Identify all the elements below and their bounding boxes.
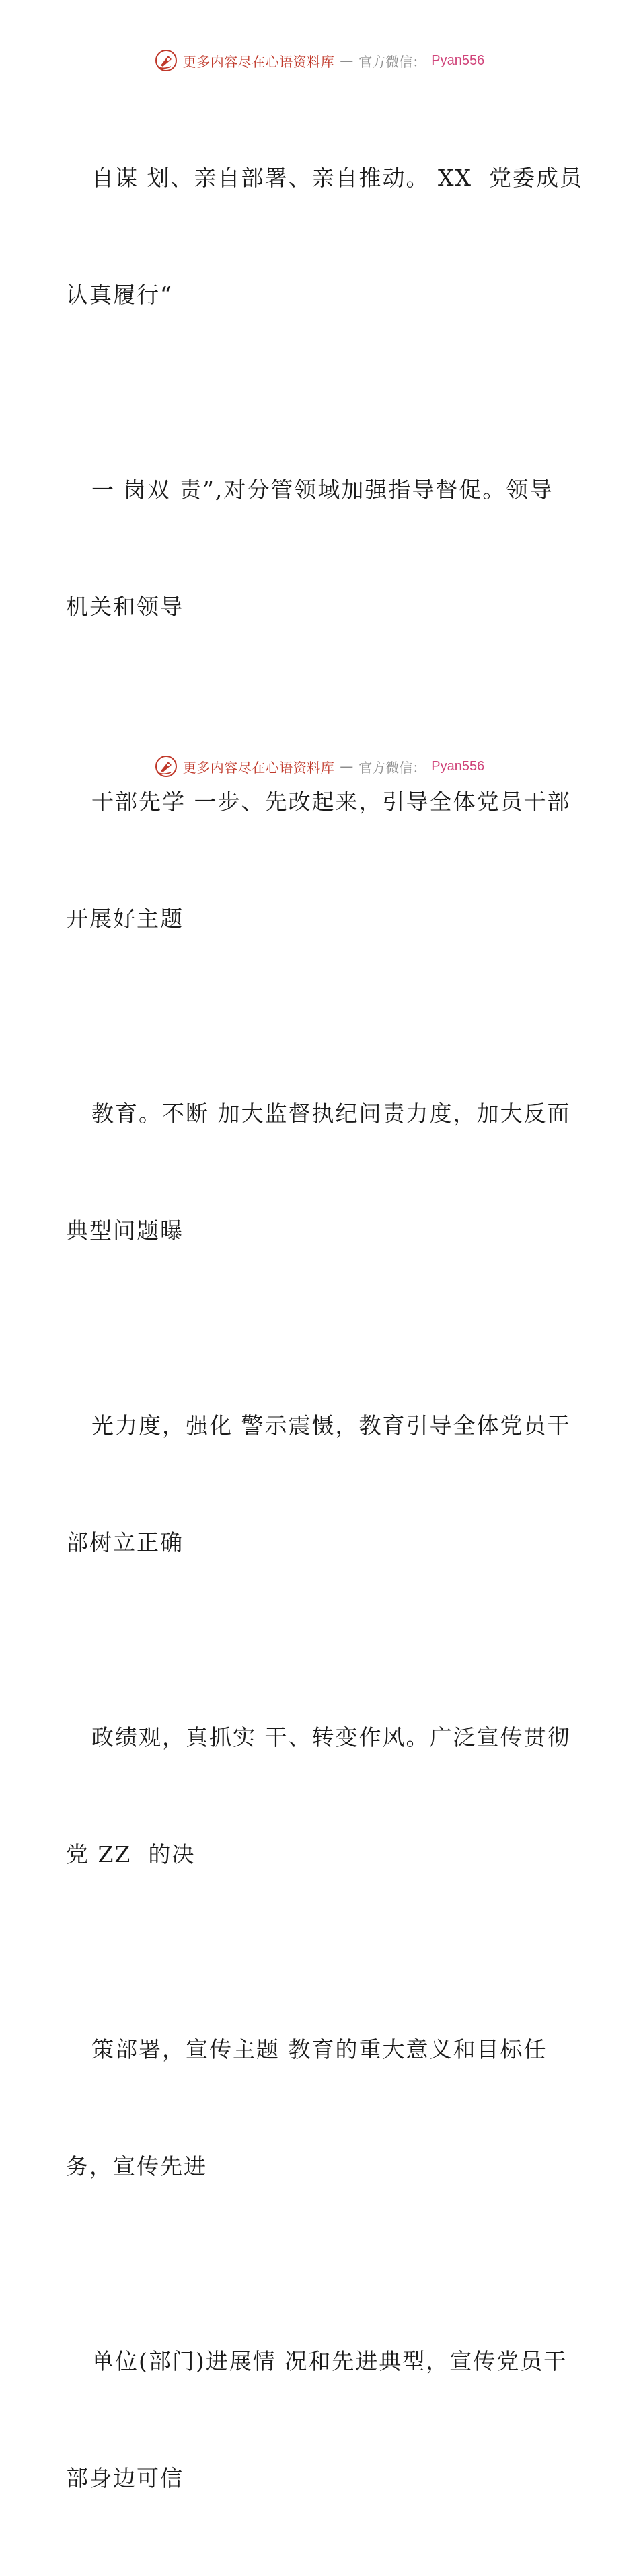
wechat-label: 官方微信： <box>359 759 426 776</box>
header-banner <box>0 47 639 74</box>
paragraph-line: 认真履行“ <box>66 282 173 308</box>
wechat-id: Pyan556 <box>431 52 485 68</box>
brand-text: 更多内容尽在心语资料库 <box>182 759 335 776</box>
paragraph-line: 政绩观，真抓实 干、转变作风。广泛宣传贯彻 <box>91 1724 571 1750</box>
footer-banner <box>0 753 639 780</box>
paragraph <box>66 2264 577 2576</box>
wechat-id: Pyan556 <box>431 758 485 774</box>
paragraph-line: 一 岗双 责”,对分管领域加强指导督促。领导 <box>91 477 554 503</box>
paragraph-line: 光力度，强化 警示震慑，教育引导全体党员干 <box>91 1412 571 1439</box>
paragraph <box>66 1016 577 1328</box>
banner-dash: — <box>340 758 354 774</box>
paragraph-line: 教育。不断 加大监督执纪问责力度，加大反面 <box>91 1100 571 1127</box>
paragraph <box>66 1952 577 2264</box>
brand-text: 更多内容尽在心语资料库 <box>182 53 335 70</box>
paragraph-line: 部树立正确 <box>66 1529 184 1556</box>
paragraph-line: 机关和领导 <box>66 594 184 620</box>
paragraph-line: 自谋 划、亲自部署、亲自推动。 XX 党委成员 <box>91 165 583 191</box>
paragraph <box>66 1640 577 1952</box>
paragraph-line: 开展好主题 <box>66 905 184 932</box>
paragraph <box>66 1328 577 1640</box>
wechat-label: 官方微信： <box>359 53 426 70</box>
paragraph-line: 党 ZZ 的决 <box>66 1841 196 1867</box>
paragraph-line: 单位(部门)进展情 况和先进典型，宣传党员干 <box>91 2348 568 2374</box>
paragraph-line: 干部先学 一步、先改起来，引导全体党员干部 <box>91 789 571 815</box>
pen-nib-logo-icon <box>155 49 178 72</box>
paragraph-line: 部身边可信 <box>66 2465 184 2491</box>
banner-dash: — <box>340 52 354 69</box>
paragraph-line: 策部署，宣传主题 教育的重大意义和目标任 <box>91 2036 548 2062</box>
pen-nib-logo-icon <box>155 755 178 778</box>
paragraph <box>66 393 577 705</box>
paragraph-line: 典型问题曝 <box>66 1217 184 1244</box>
paragraph <box>66 705 577 1016</box>
paragraph <box>66 81 583 393</box>
document-body <box>66 81 583 2576</box>
paragraph-line: 务，宣传先进 <box>66 2153 207 2179</box>
